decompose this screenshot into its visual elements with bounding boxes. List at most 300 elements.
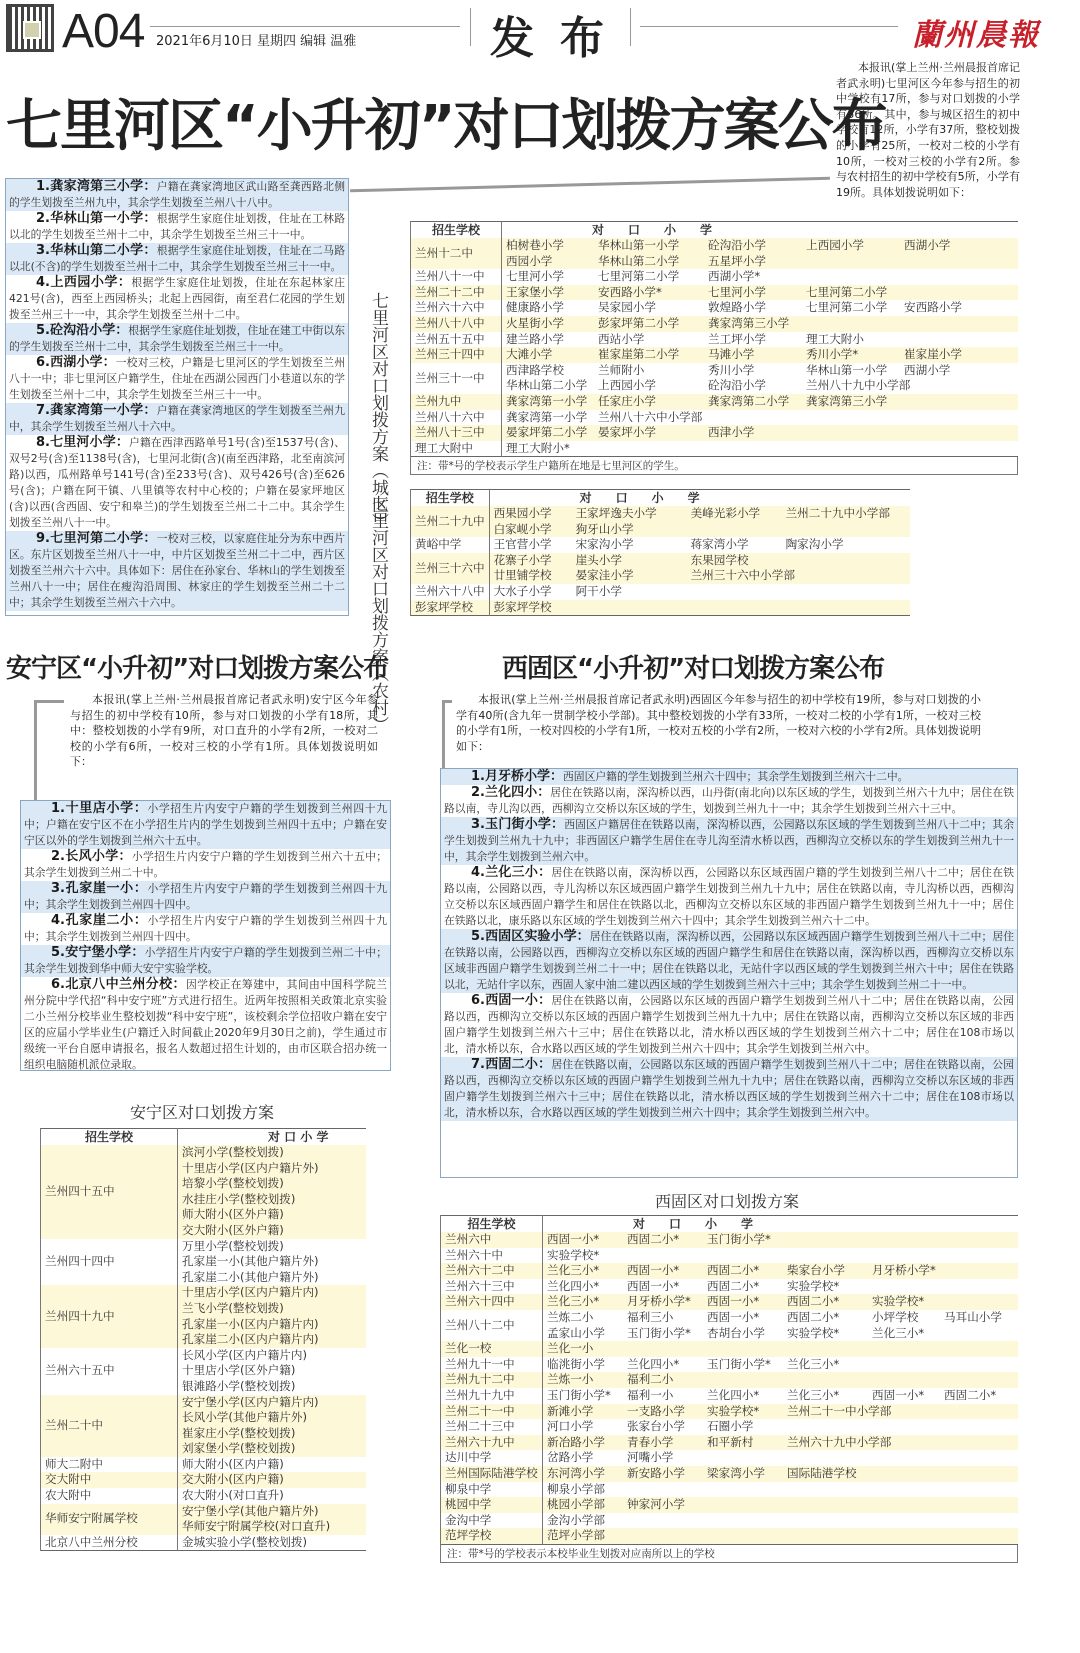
feeder-school: 十里店小学(区内户籍片内): [182, 1285, 319, 1300]
feeder-line: [547, 1263, 1014, 1279]
feeder-school: 安西路小学*: [598, 284, 662, 299]
list-item: [21, 945, 390, 977]
feeder-line: [182, 1317, 362, 1333]
feeder-school: 孔家崖二小(区内户籍片内): [182, 1332, 319, 1347]
item-text: 小学招生片内安宁户籍的学生划拨到兰州六十五中；其余学生划拨到兰州二十中。: [24, 850, 388, 879]
feeder-school: 大滩小学: [506, 347, 553, 362]
enrolling-school: 彭家坪学校: [411, 600, 490, 616]
feeder-school: 王家坪逸夫小学: [575, 506, 657, 520]
feeder-school: 钟家河小学: [627, 1497, 685, 1512]
feeder-school: 和平新村: [707, 1434, 754, 1449]
feeder-school: 西固一小*: [627, 1278, 680, 1293]
feeder-school: 农大附小(对口直升): [182, 1488, 284, 1503]
feeder-schools: [543, 1482, 1019, 1498]
feeder-school: 华师安宁附属学校(对口直升): [182, 1519, 331, 1534]
table-row: [411, 347, 1019, 363]
feeder-line: [182, 1285, 362, 1301]
school-name: 2.华林山第一小学：: [36, 211, 157, 226]
feeder-line: [506, 300, 1014, 316]
feeder-school: 七里河第二小学: [806, 284, 888, 299]
feeder-school: 长风小学(区内户籍片内): [182, 1347, 307, 1362]
table-header-row: [441, 1216, 1019, 1233]
feeder-school: 宋家沟小学: [575, 537, 634, 552]
feeder-line: [494, 506, 906, 522]
feeder-school: 白家岘小学: [493, 521, 552, 536]
feeder-school: 兰州三十六中小学部: [690, 568, 795, 583]
table-row: [411, 537, 910, 553]
list-item: [21, 881, 390, 913]
school-name: 3.玉门街小学：: [471, 817, 565, 832]
table-header-row: [411, 222, 1019, 239]
feeder-school: 华林山第二小学: [506, 378, 588, 393]
feeder-schools: [502, 425, 1019, 441]
table-row: [411, 363, 1019, 394]
header-primary: 对 口 小 学: [268, 1130, 329, 1144]
item-text: 居住在铁路以南，公园路以东区域的西固户籍学生划拨到兰州八十二中；居住在铁路以南，公园路以西，西柳沟立交桥以东区域的西固户籍学生划拨到兰州九十九中；居住在铁路以南，西柳沟立交桥以东区域的非西固户籍学生划拨到兰州六十三中；居住在铁路以北，清水桥以西区域的学生划拨到兰州六十二中；居住在108市场以北，清水桥以东，合水路以西区域的学生划拨到兰州六十四中；其余学生划拨到兰州六中。: [444, 1058, 1015, 1119]
feeder-line: [547, 1528, 1014, 1544]
list-item: [6, 275, 348, 323]
enrolling-school: 兰化一校: [441, 1341, 543, 1357]
feeder-line: [494, 568, 906, 584]
feeder-line: [182, 1426, 362, 1442]
school-name: 5.西固区实验小学：: [471, 929, 590, 944]
anning-intro: 本报讯(掌上兰州·兰州晨报首席记者武永明)安宁区今年参与招生的初中学校有10所，参与对口划拨的小学有18所，其中：整校划拨的小学有9所，对口直升的小学有2所，一校对二校的小学有6所，一校对三校的小学有1所。具体划拨说明如下：: [70, 693, 378, 769]
feeder-schools: [489, 584, 910, 600]
item-text: 户籍在龚家湾地区的学生划拨至兰州九中，其余学生划拨至兰州八十六中。: [9, 404, 346, 433]
enrolling-school: 兰州二十三中: [441, 1419, 543, 1435]
feeder-school: 健康路小学: [506, 300, 564, 315]
feeder-line: [506, 425, 1014, 441]
feeder-school: 滨河小学(整校划拨): [182, 1145, 284, 1159]
table-row: [441, 1341, 1019, 1357]
feeder-line: [494, 537, 906, 553]
feeder-line: [506, 378, 1014, 394]
feeder-school: 美峰光彩小学: [690, 506, 761, 520]
enrolling-school: 兰州二十九中: [411, 506, 490, 537]
feeder-line: [506, 332, 1014, 348]
item-text: 居住在铁路以南，深沟桥以西，山丹街(南北向)以东区域的学生，划拨到兰州六十九中；居住在铁路以南，寺儿沟以西，西柳沟立交桥以东区域的学生，划拨到兰州九十一中；其余学生划拨到兰州六十三中。: [444, 786, 1015, 815]
table-row: [411, 425, 1019, 441]
school-name: 9.七里河第二小学：: [36, 531, 157, 546]
table-row: [41, 1239, 367, 1286]
feeder-line: [506, 394, 1014, 410]
list-item: [441, 929, 1017, 993]
feeder-line: [547, 1482, 1014, 1498]
table-row: [411, 410, 1019, 426]
feeder-line: [547, 1466, 1014, 1482]
item-text: 根据学生家庭住址划拨，住址在工林路以北的学生划拨至兰州十二中，其余学生划拨至兰州三十一中。: [9, 212, 346, 241]
feeder-school: 实验学校*: [787, 1325, 840, 1340]
feeder-school: 金城实验小学(整校划拨): [182, 1534, 307, 1549]
feeder-line: [547, 1357, 1014, 1373]
feeder-line: [182, 1363, 362, 1379]
feeder-line: [182, 1207, 362, 1223]
table-row: [441, 1357, 1019, 1373]
feeder-school: 崔家崖第二小学: [598, 347, 680, 362]
enrolling-school: 北京八中兰州分校: [41, 1535, 178, 1551]
feeder-schools: [178, 1239, 367, 1286]
feeder-school: 实验学校*: [872, 1294, 925, 1309]
feeder-schools: [502, 363, 1019, 394]
feeder-school: 华林山第二小学: [598, 253, 680, 268]
xigu-note: 注：带*号的学校表示本校毕业生划拨对应南所以上的学校: [440, 1545, 1018, 1563]
school-name: 5.砼沟沿小学：: [36, 323, 129, 338]
urban-plan-label: 七里河区对口划拨方案（城区）: [368, 292, 388, 530]
feeder-school: 柴家台小学: [787, 1263, 845, 1278]
feeder-line: [182, 1457, 362, 1473]
feeder-line: [494, 553, 906, 569]
feeder-schools: [502, 269, 1019, 285]
feeder-school: 河嘴小学: [627, 1450, 674, 1465]
feeder-school: 实验学校*: [707, 1403, 760, 1418]
list-item: [6, 323, 348, 355]
feeder-line: [547, 1294, 1014, 1310]
header-primary: 对 口 小 学: [592, 223, 713, 237]
feeder-line: [506, 316, 1014, 332]
feeder-school: 西固二小*: [944, 1387, 997, 1402]
enrolling-school: 兰州九十二中: [441, 1372, 543, 1388]
xigu-headline: 西固区“小升初”对口划拨方案公布: [502, 654, 885, 684]
feeder-school: 玉门街小学*: [707, 1356, 771, 1371]
feeder-school: 福利一小: [627, 1387, 674, 1402]
enrolling-school: 兰州八十二中: [441, 1310, 543, 1341]
list-item: [441, 1057, 1017, 1121]
school-name: 1.龚家湾第三小学：: [36, 179, 157, 194]
feeder-school: 西固一小*: [707, 1309, 760, 1324]
feeder-school: 崔家庄小学(整校划拨): [182, 1425, 296, 1440]
item-text: 小学招生片内安宁户籍的学生划拨到兰州四十九中；其余学生划拨到兰州四十四中。: [24, 882, 388, 911]
qilihe-headline: 七里河区“小升初”对口划拨方案公布: [6, 94, 886, 159]
feeder-school: 范坪小学部: [547, 1528, 605, 1543]
feeder-school: 阿干小学: [575, 583, 622, 598]
feeder-school: 马滩小学: [708, 347, 755, 362]
enrolling-school: 兰州六十六中: [411, 300, 502, 316]
feeder-school: 桃园小学部: [547, 1497, 605, 1512]
enrolling-school: 黄峪中学: [411, 537, 490, 553]
feeder-schools: [543, 1310, 1019, 1341]
school-name: 4.孔家崖二小：: [51, 913, 148, 928]
header-school: 招生学校: [41, 1129, 178, 1146]
enrolling-school: 兰州四十九中: [41, 1285, 178, 1347]
feeder-school: 华林山第一小学: [806, 362, 888, 377]
feeder-school: 银滩路小学(整校划拨): [182, 1378, 296, 1393]
table-row: [411, 285, 1019, 301]
table-row: [441, 1450, 1019, 1466]
feeder-school: 西固二小*: [707, 1263, 760, 1278]
feeder-school: 王官营小学: [493, 537, 552, 552]
item-text: 户籍在龚家湾地区武山路至龚西路北侧的学生划拨至兰州九中，其余学生划拨至兰州八十八中。: [9, 180, 346, 209]
feeder-line: [506, 410, 1014, 426]
feeder-schools: [178, 1535, 367, 1551]
feeder-school: 西固一小*: [627, 1263, 680, 1278]
feeder-school: 华林山第一小学: [598, 238, 680, 252]
feeder-school: 兰州二十九中小学部: [785, 506, 890, 520]
feeder-school: 西湖小学*: [708, 269, 761, 284]
enrolling-school: 兰州三十六中: [411, 553, 490, 584]
feeder-school: 西湖小学: [904, 238, 951, 252]
feeder-school: 实验学校*: [547, 1247, 600, 1262]
enrolling-school: 兰州八十八中: [411, 316, 502, 332]
feeder-line: [547, 1232, 1014, 1248]
xigu-intro: 本报讯(掌上兰州·兰州晨报首席记者武永明)西固区今年参与招生的初中学校有19所，参与对口划拨的小学有40所(含九年一贯制学校小学部)。其中整校划拨的小学有33所，一校对二校的小学有1所，一校对三校的小学有1所，一校对四校的小学有1所，一校对五校的小学有2所，一校对六校的小学有2所。具体划拨说明如下：: [456, 693, 981, 753]
enrolling-school: 金沟中学: [441, 1513, 543, 1529]
feeder-school: 孔家崖一小(其他户籍片外): [182, 1254, 319, 1269]
feeder-line: [506, 441, 1014, 457]
feeder-school: 刘家堡小学(整校划拨): [182, 1441, 296, 1456]
feeder-school: 七里河小学: [708, 284, 766, 299]
feeder-schools: [178, 1472, 367, 1488]
feeder-schools: [502, 410, 1019, 426]
enrolling-school: 师大二附中: [41, 1457, 178, 1473]
table-row: [441, 1279, 1019, 1295]
item-text: 小学招生片内安宁户籍的学生划拨到兰州四十九中；户籍在安宁区不在小学招生片内的学生划拨到兰州四十五中；户籍在安宁区以外的学生划拨到兰州六十五中。: [24, 802, 388, 847]
xigu-table: [440, 1215, 1018, 1545]
enrolling-school: 兰州六十九中: [441, 1435, 543, 1451]
item-text: 根据学生家庭住址划拨，住址在东起林家庄421号(含)，西至上西园桥头；北起上西园街，南至君仁花园的学生划拨至兰州三十一中，其余学生划拨至兰州十二中。: [9, 276, 346, 321]
feeder-school: 东河湾小学: [547, 1465, 605, 1480]
table-row: [411, 553, 910, 584]
feeder-line: [182, 1379, 362, 1395]
feeder-schools: [543, 1513, 1019, 1529]
feeder-school: 兰化四小*: [547, 1278, 600, 1293]
school-name: 7.西固二小：: [471, 1057, 552, 1072]
anning-headline: 安宁区“小升初”对口划拨方案公布: [6, 654, 389, 684]
feeder-school: 兰炼一小: [547, 1372, 594, 1387]
feeder-schools: [489, 537, 910, 553]
table-row: [411, 300, 1019, 316]
feeder-school: 崖头小学: [575, 552, 622, 567]
table-row: [441, 1528, 1019, 1544]
feeder-school: 马耳山小学: [944, 1309, 1002, 1324]
feeder-school: 砼沟沿小学: [708, 378, 766, 393]
item-text: 小学招生片内安宁户籍的学生划拨到兰州四十九中；其余学生划拨到兰州四十四中。: [24, 914, 388, 943]
feeder-school: 兰州二十一中小学部: [787, 1403, 892, 1418]
table-row: [41, 1472, 367, 1488]
item-text: 西固区户籍居住在铁路以南，深沟桥以西，公园路以东区域的学生划拨到兰州八十二中；其余学生划拨到兰州九十九中；非西固区户籍学生居住在寺儿沟至清水桥以西，西柳沟立交桥以东的学生划拨到兰州九十一中，其余学生划拨到兰州六中。: [444, 818, 1015, 863]
school-name: 3.华林山第二小学：: [36, 243, 157, 258]
feeder-school: 兰化三小*: [787, 1387, 840, 1402]
feeder-school: 上西园小学: [806, 238, 864, 252]
feeder-school: 青春小学: [627, 1434, 674, 1449]
feeder-school: 兰化一小: [547, 1341, 594, 1356]
feeder-line: [547, 1310, 1014, 1326]
feeder-school: 玉门街小学*: [627, 1325, 691, 1340]
table-row: [41, 1395, 367, 1457]
feeder-school: 玉门街小学*: [707, 1232, 771, 1246]
feeder-school: 西固二小*: [707, 1278, 760, 1293]
feeder-school: 兰炼二小: [547, 1309, 594, 1324]
feeder-school: 西果园小学: [493, 506, 552, 520]
feeder-school: 安西路小学: [904, 300, 962, 315]
header-primary: 对 口 小 学: [633, 1217, 754, 1231]
feeder-schools: [543, 1372, 1019, 1388]
enrolling-school: 兰州六中: [441, 1232, 543, 1248]
feeder-school: 上西园小学: [598, 378, 656, 393]
enrolling-school: 兰州五十五中: [411, 332, 502, 348]
table-row: [41, 1348, 367, 1395]
feeder-line: [547, 1372, 1014, 1388]
school-name: 5.安宁堡小学：: [51, 945, 145, 960]
feeder-line: [182, 1410, 362, 1426]
feeder-school: 师大附小(区外户籍): [182, 1207, 284, 1222]
item-text: 一校对三校，户籍是七里河区的学生划拨至兰州八十一中；非七里河区户籍学生，住址在西湖公园西门小巷道以东的学生划拨至兰州十二中，其余学生划拨至兰州三十一中。: [9, 356, 346, 401]
feeder-line: [182, 1270, 362, 1286]
enrolling-school: 兰州八十一中: [411, 269, 502, 285]
feeder-school: 柳泉小学部: [547, 1481, 605, 1496]
feeder-school: 金沟小学部: [547, 1512, 605, 1527]
feeder-line: [494, 584, 906, 600]
feeder-school: 一支路小学: [627, 1403, 685, 1418]
feeder-school: 师大附小(区内户籍): [182, 1456, 284, 1471]
enrolling-school: 兰州二十中: [41, 1395, 178, 1457]
feeder-schools: [502, 332, 1019, 348]
feeder-line: [547, 1450, 1014, 1466]
table-row: [441, 1466, 1019, 1482]
feeder-school: 西固一小*: [707, 1294, 760, 1309]
school-name: 4.上西园小学：: [36, 275, 132, 290]
list-item: [441, 993, 1017, 1057]
feeder-school: 龚家湾第三小学: [708, 315, 790, 330]
enrolling-school: 兰州八十六中: [411, 410, 502, 426]
feeder-schools: [178, 1145, 367, 1239]
feeder-school: 长风小学(其他户籍片外): [182, 1410, 307, 1425]
table-row: [441, 1435, 1019, 1451]
school-name: 4.兰化三小：: [471, 865, 552, 880]
feeder-school: 福利三小: [627, 1309, 674, 1324]
feeder-schools: [543, 1279, 1019, 1295]
feeder-school: 晏家坪第二小学: [506, 425, 588, 440]
list-item: [441, 865, 1017, 929]
feeder-school: 小坪学校: [872, 1309, 919, 1324]
feeder-school: 西站小学: [598, 331, 645, 346]
table-row: [441, 1310, 1019, 1341]
feeder-schools: [543, 1341, 1019, 1357]
feeder-line: [182, 1519, 362, 1535]
table-row: [441, 1263, 1019, 1279]
feeder-line: [506, 269, 1014, 285]
feeder-line: [547, 1341, 1014, 1357]
feeder-line: [182, 1395, 362, 1411]
feeder-school: 理工大附小*: [506, 440, 570, 455]
feeder-school: 崔家崖小学: [904, 347, 962, 362]
enrolling-school: 农大附中: [41, 1488, 178, 1504]
feeder-line: [506, 347, 1014, 363]
table-header-row: [41, 1129, 367, 1146]
item-text: 根据学生家庭住址划拨，住址在建工中街以东的学生划拨至兰州十二中，其余学生划拨至兰州三十一中。: [9, 324, 346, 353]
rural-plan-label: 七里河区对口划拨方案（农村）: [368, 495, 388, 733]
feeder-school: 培黎小学(整校划拨): [182, 1176, 284, 1191]
feeder-school: 新冶路小学: [547, 1434, 605, 1449]
feeder-school: 孟家山小学: [547, 1325, 605, 1340]
feeder-school: 杏胡台小学: [707, 1325, 765, 1340]
feeder-school: 兰化三小*: [547, 1263, 600, 1278]
table-row: [411, 441, 1019, 457]
feeder-line: [506, 254, 1014, 270]
header-school: 招生学校: [411, 222, 502, 239]
header-primary: 对 口 小 学: [579, 491, 700, 505]
feeder-school: 龚家湾第一小学: [506, 409, 588, 424]
feeder-school: 西固一小*: [547, 1232, 600, 1246]
item-text: 根据学生家庭住址划拨，住址在二马路以北(不含)的学生划拨至兰州十二中，其余学生划拨至兰州三十一中。: [9, 244, 346, 273]
feeder-line: [547, 1497, 1014, 1513]
feeder-school: 新滩小学: [547, 1403, 594, 1418]
list-item: [6, 243, 348, 275]
table-row: [41, 1457, 367, 1473]
feeder-schools: [502, 441, 1019, 457]
feeder-school: 五星坪小学: [708, 253, 766, 268]
feeder-school: 国际陆港学校: [787, 1465, 857, 1480]
feeder-school: 兰师附小: [598, 362, 645, 377]
feeder-line: [506, 363, 1014, 379]
enrolling-school: 桃园中学: [441, 1497, 543, 1513]
feeder-line: [182, 1254, 362, 1270]
feeder-line: [547, 1419, 1014, 1435]
feeder-school: 建兰路小学: [506, 331, 564, 346]
school-name: 6.北京八中兰州分校：: [51, 977, 186, 992]
feeder-school: 龚家湾第二小学: [708, 393, 790, 408]
enrolling-school: 兰州六十中: [441, 1248, 543, 1264]
feeder-school: 孔家崖一小(区内户籍片内): [182, 1316, 319, 1331]
feeder-schools: [489, 553, 910, 584]
header-school: 招生学校: [411, 490, 490, 507]
feeder-schools: [178, 1285, 367, 1347]
feeder-line: [494, 600, 906, 616]
enrolling-school: 兰州二十一中: [441, 1404, 543, 1420]
feeder-school: 孔家崖二小(其他户籍片外): [182, 1269, 319, 1284]
item-text: 小学招生片内安宁户籍的学生划拨到兰州二十中；其余学生划拨到华中师大安宁实验学校。: [24, 946, 388, 975]
feeder-school: 张家台小学: [627, 1419, 685, 1434]
table-row: [441, 1497, 1019, 1513]
feeder-school: 兰工坪小学: [708, 331, 766, 346]
feeder-schools: [502, 300, 1019, 316]
feeder-school: 狗牙山小学: [575, 521, 634, 536]
enrolling-school: 兰州二十二中: [411, 285, 502, 301]
header-school: 招生学校: [441, 1216, 543, 1233]
list-item: [21, 849, 390, 881]
list-item: [6, 211, 348, 243]
list-item: [441, 785, 1017, 817]
table-row: [411, 316, 1019, 332]
feeder-school: 新安路小学: [627, 1465, 685, 1480]
feeder-school: 实验学校*: [787, 1278, 840, 1293]
item-text: 户籍在西津西路单号1号(含)至1537号(含)、双号2号(含)至1138号(含)，七里河北街(含)(南至西津路，北至南滨河路)以西，瓜州路单号141号(含)至233号(含)、双号426号(含)至626号(含)；户籍在阿干镇、八里镇等农村中心校的；户籍在晏家坪地区(含)以西(含西固、安宁和皋兰)的学生划拨至兰州二十二中。其余学生划拨至兰州八十一中。: [9, 436, 346, 529]
feeder-line: [547, 1326, 1014, 1342]
table-row: [441, 1388, 1019, 1404]
table-row: [41, 1504, 367, 1535]
table-row: [411, 269, 1019, 285]
feeder-school: 兰化四小*: [707, 1387, 760, 1402]
feeder-school: 晏家洼小学: [575, 568, 634, 583]
feeder-schools: [543, 1466, 1019, 1482]
feeder-schools: [489, 600, 910, 616]
enrolling-school: 柳泉中学: [441, 1482, 543, 1498]
school-name: 2.长风小学：: [51, 849, 132, 864]
feeder-school: 王家堡小学: [506, 284, 564, 299]
item-text: 居住在铁路以南，公园路以东区域的西固户籍学生划拨到兰州八十二中；居住在铁路以南，公园路以西，西柳沟立交桥以东区域的西固户籍学生划拨到兰州九十九中；居住在铁路以南，西柳沟立交桥以东区域的非西固户籍学生划拨到兰州六十三中；居住在铁路以北，清水桥以西区域的学生划拨到兰州六十二中；居住在108市场以北，清水桥以东，合水路以西区域的学生划拨到兰州六十四中；其余学生划拨到兰州六中。: [444, 994, 1015, 1055]
table-row: [41, 1285, 367, 1347]
feeder-schools: [543, 1404, 1019, 1420]
feeder-school: 大水子小学: [493, 583, 552, 598]
feeder-school: 砼沟沿小学: [708, 238, 766, 252]
section-title: 发布: [490, 13, 630, 64]
table-row: [441, 1232, 1019, 1248]
enrolling-school: 范坪学校: [441, 1528, 543, 1544]
feeder-school: 陶家沟小学: [785, 537, 844, 552]
feeder-line: [547, 1513, 1014, 1529]
feeder-schools: [543, 1450, 1019, 1466]
feeder-line: [547, 1388, 1014, 1404]
item-text: 西固区户籍的学生划拨到兰州六十四中；其余学生划拨到兰州六十二中。: [562, 770, 909, 783]
